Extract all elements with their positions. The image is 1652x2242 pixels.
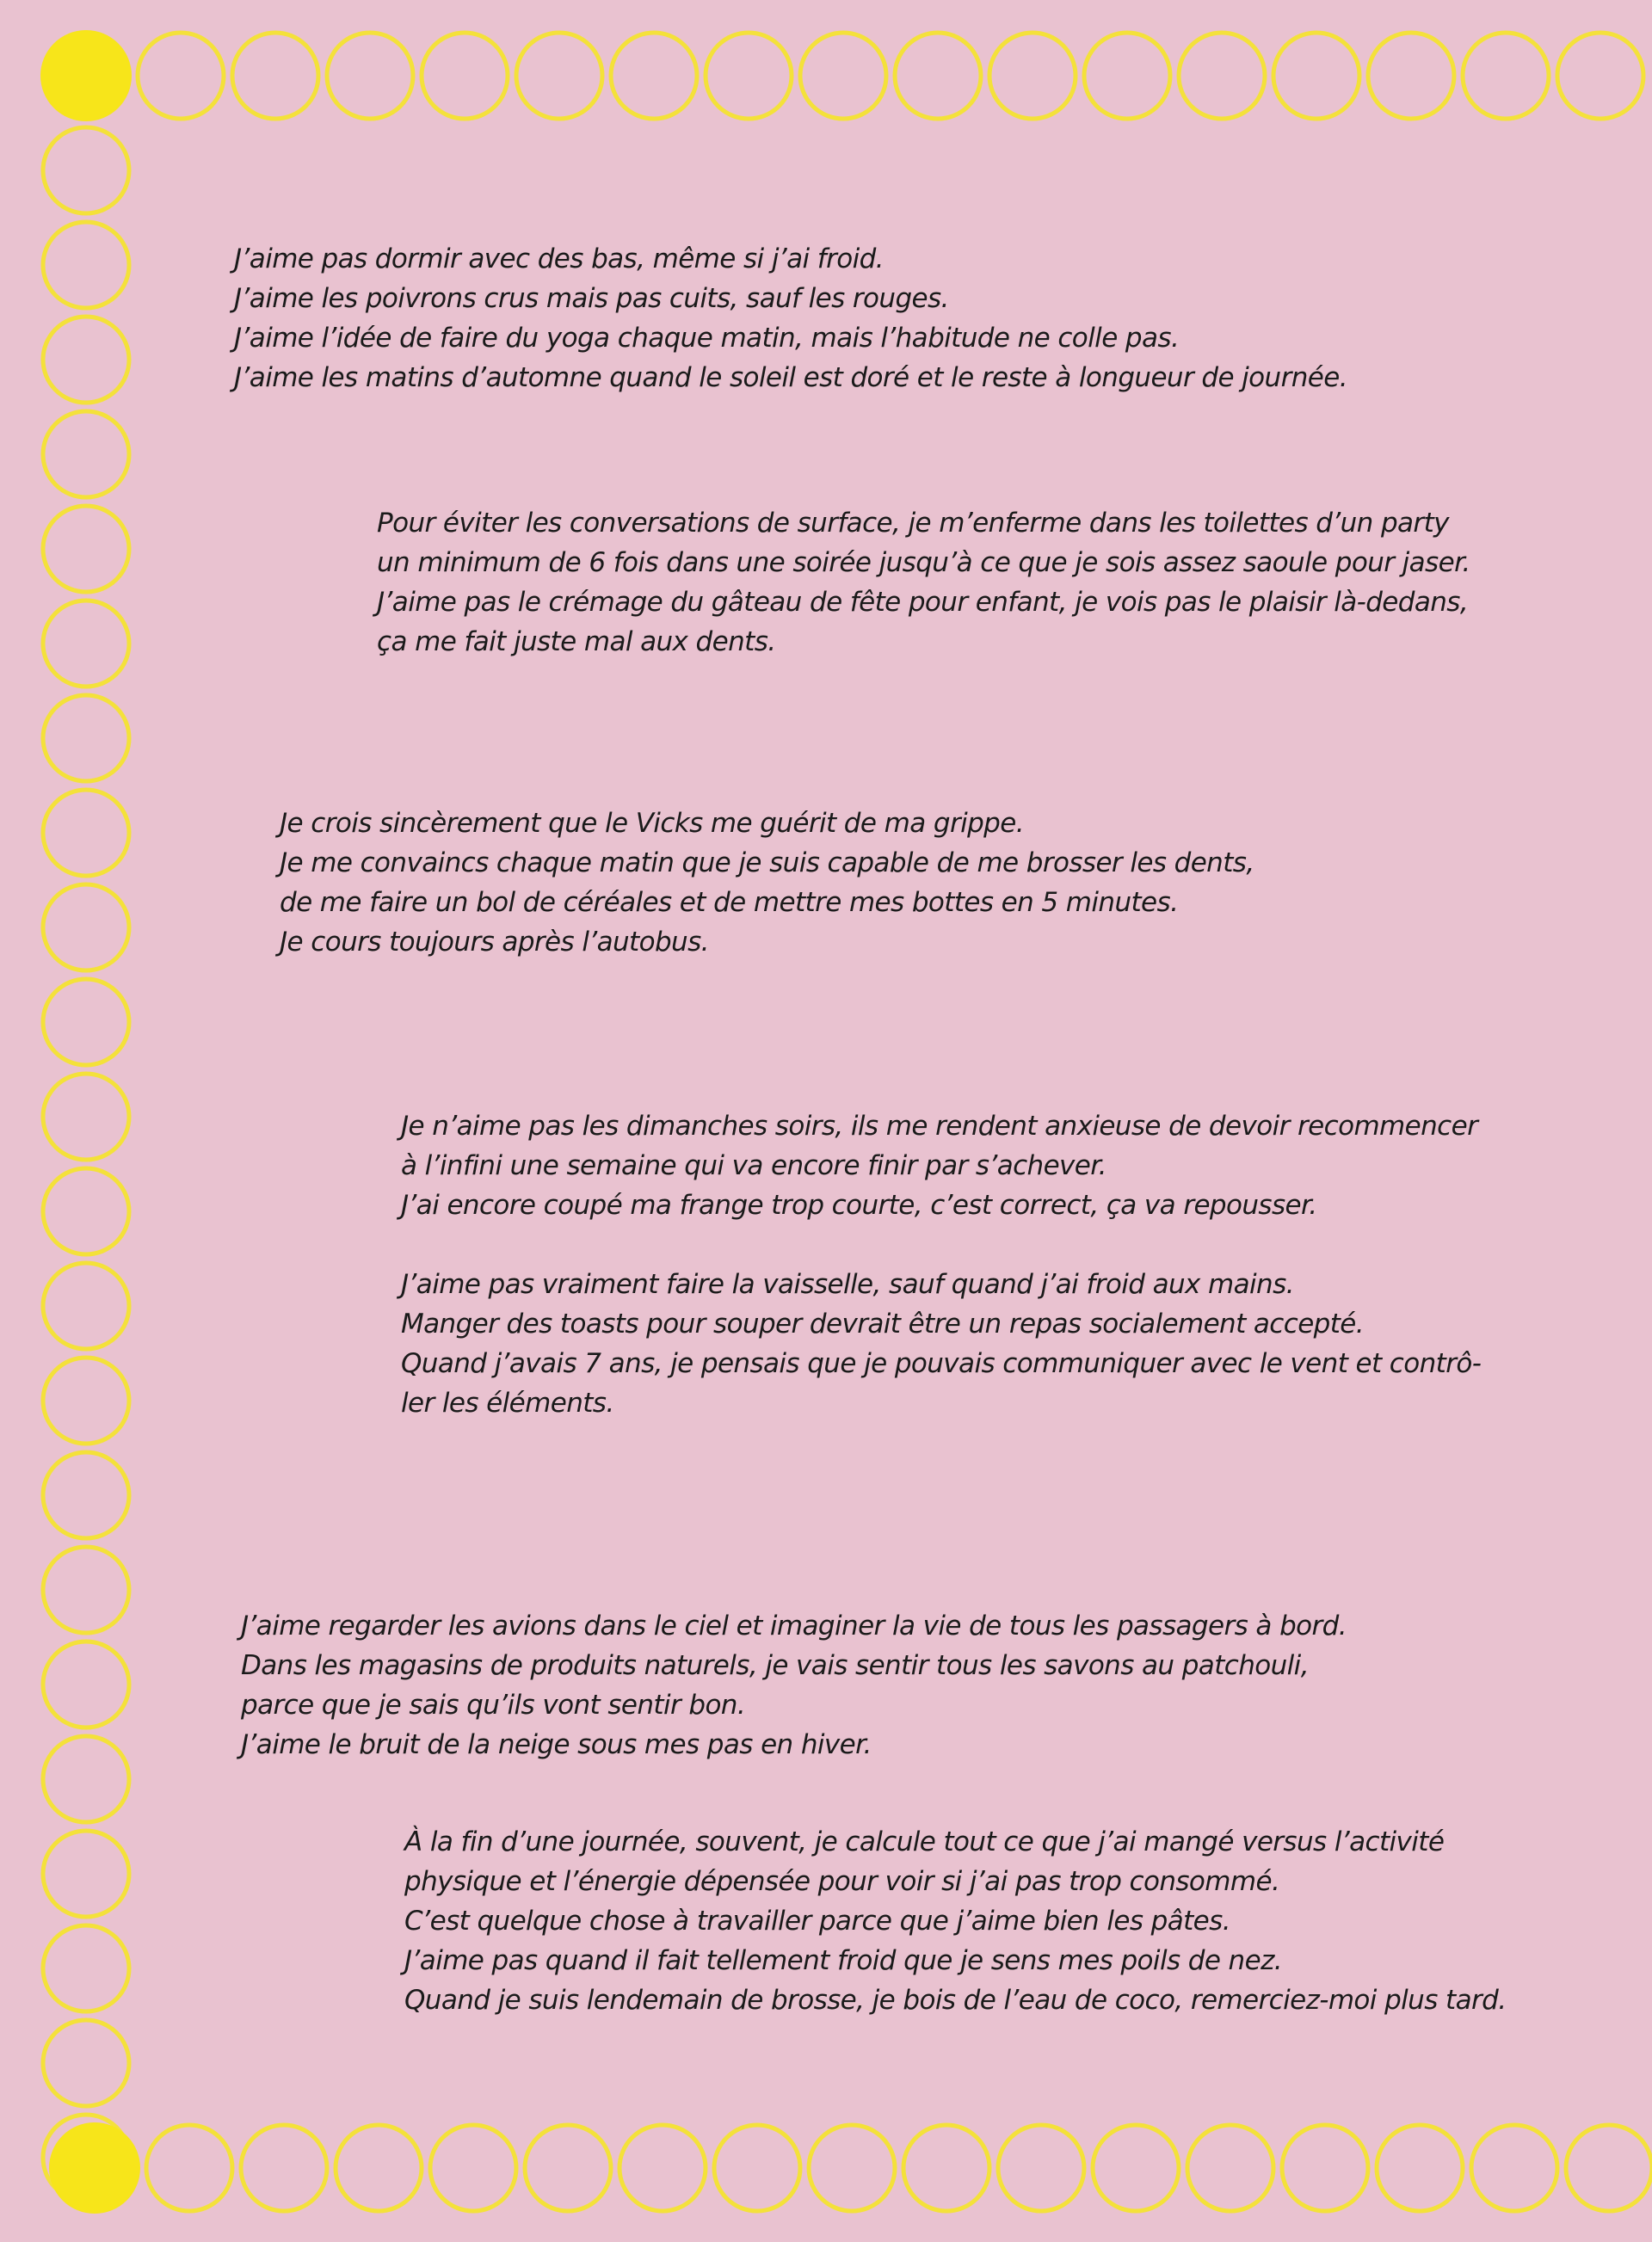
text-line: de me faire un bol de céréales et de mettre mes bottes en 5 minutes. [280, 887, 1179, 918]
text-line: Je n’aime pas les dimanches soirs, ils me rendent anxieuse de devoir recommencer [401, 1111, 1478, 1142]
text-line: À la fin d’une journée, souvent, je calcule tout ce que j’ai mangé versus l’activité [404, 1826, 1445, 1857]
text-line: J’aime pas le crémage du gâteau de fête pour enfant, je vois pas le plaisir là-dedans, [377, 587, 1469, 618]
paragraph-1 [234, 239, 1347, 397]
paragraph-6 [241, 1606, 1347, 1765]
text-line: C’est quelque chose à travailler parce que j’aime bien les pâtes. [404, 1906, 1230, 1937]
paragraph-2 [377, 503, 1470, 662]
text-line: J’aime pas vraiment faire la vaisselle, sauf quand j’ai froid aux mains. [401, 1269, 1294, 1300]
text-line: J’aime les poivrons crus mais pas cuits, sauf les rouges. [234, 283, 949, 314]
text-line: Je crois sincèrement que le Vicks me guérit de ma grippe. [280, 808, 1024, 839]
text-line: J’ai encore coupé ma frange trop courte, c’est correct, ça va repousser. [401, 1190, 1317, 1221]
text-line: J’aime regarder les avions dans le ciel et imaginer la vie de tous les passagers à bord. [241, 1611, 1347, 1641]
text-line: Je cours toujours après l’autobus. [280, 927, 709, 958]
text-line: Pour éviter les conversations de surface, je m’enferme dans les toilettes d’un party [377, 508, 1449, 539]
text-line: Quand j’avais 7 ans, je pensais que je pouvais communiquer avec le vent et contrô- [401, 1348, 1482, 1379]
filled-corner-ring [49, 2122, 140, 2214]
text-line: J’aime les matins d’automne quand le soleil est doré et le reste à longueur de journée. [234, 362, 1347, 393]
text-line: J’aime le bruit de la neige sous mes pas en hiver. [241, 1729, 872, 1760]
text-line: un minimum de 6 fois dans une soirée jusqu’à ce que je sois assez saoule pour jaser. [377, 547, 1470, 578]
text-line: J’aime pas quand il fait tellement froid que je sens mes poils de nez. [404, 1945, 1283, 1976]
text-line: ça me fait juste mal aux dents. [377, 626, 776, 657]
text-line: Dans les magasins de produits naturels, je vais sentir tous les savons au patchouli, [241, 1650, 1309, 1681]
paragraph-4 [401, 1106, 1477, 1225]
filled-corner-ring [40, 30, 132, 121]
text-line: physique et l’énergie dépensée pour voir si j’ai pas trop consommé. [404, 1866, 1280, 1897]
paragraph-5 [401, 1265, 1481, 1423]
text-line: J’aime pas dormir avec des bas, même si j’ai froid. [234, 243, 884, 274]
text-line: ler les éléments. [401, 1388, 614, 1419]
paragraph-7 [404, 1822, 1506, 2020]
text-line: Quand je suis lendemain de brosse, je bois de l’eau de coco, remerciez-moi plus tard. [404, 1985, 1507, 2016]
text-line: Manger des toasts pour souper devrait être un repas socialement accepté. [401, 1309, 1365, 1340]
text-line: parce que je sais qu’ils vont sentir bon. [241, 1690, 746, 1721]
paragraph-3 [280, 804, 1254, 962]
text-line: à l’infini une semaine qui va encore finir par s’achever. [401, 1150, 1106, 1181]
text-line: Je me convaincs chaque matin que je suis capable de me brosser les dents, [280, 847, 1254, 878]
text-line: J’aime l’idée de faire du yoga chaque matin, mais l’habitude ne colle pas. [234, 323, 1180, 354]
